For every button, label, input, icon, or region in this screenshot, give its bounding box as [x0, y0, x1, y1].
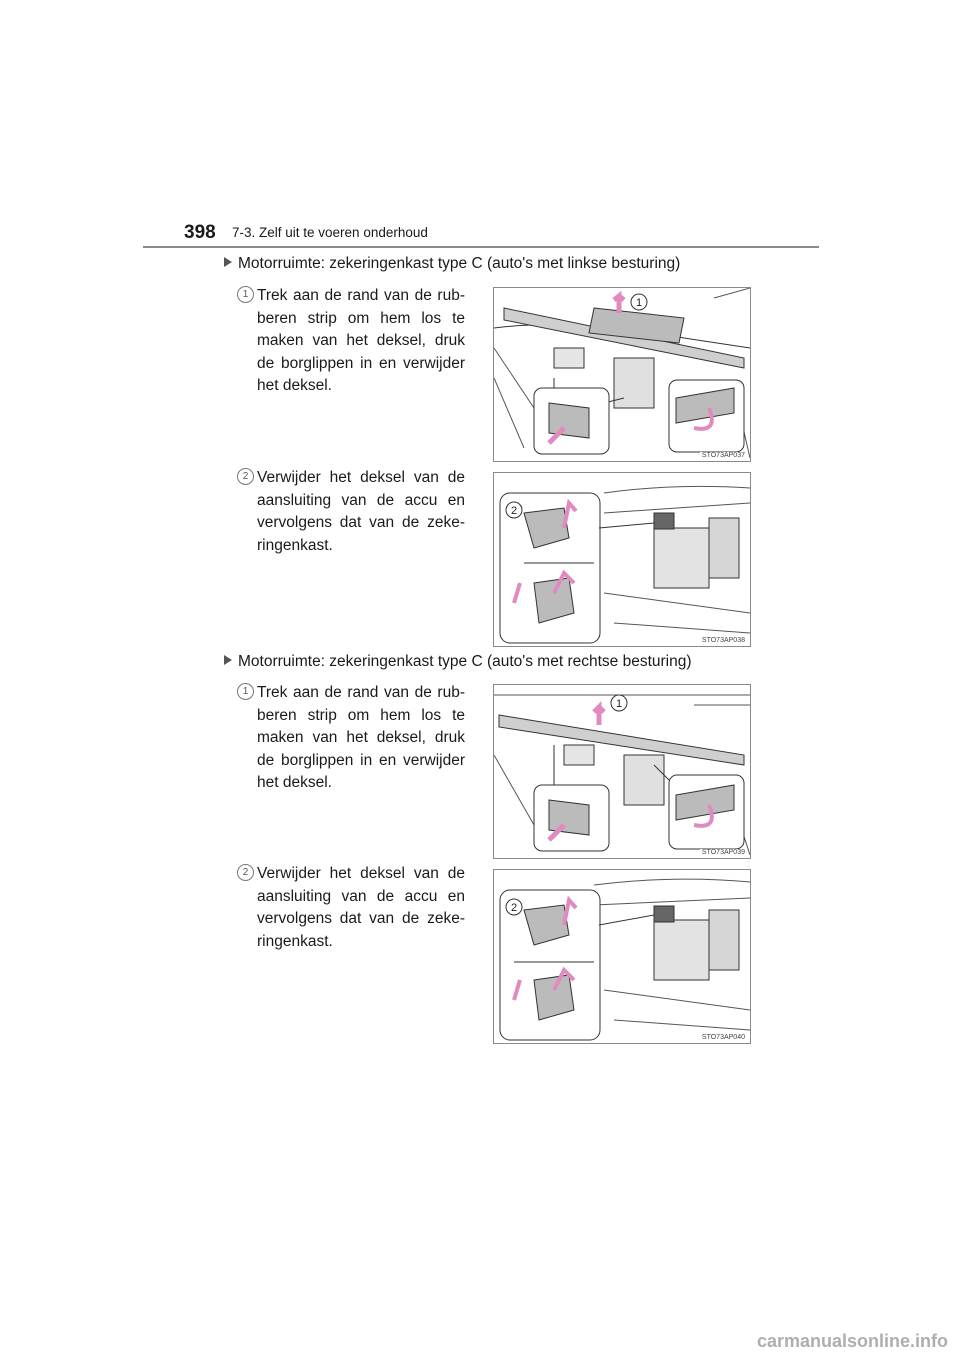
illustration-engine-bay [494, 685, 750, 858]
step-number-icon: 1 [237, 286, 254, 303]
figure-fuse-cover-removal-lhd [493, 287, 751, 462]
step-2-lhd [237, 467, 465, 557]
triangle-bullet-icon [224, 257, 232, 267]
figure-battery-cover-removal-lhd [493, 472, 751, 647]
figure-code: STO73AP039 [701, 849, 745, 856]
step-number-icon: 2 [237, 864, 254, 881]
step-2-rhd [237, 863, 465, 953]
illustration-battery-area [494, 870, 750, 1043]
step-1-rhd [237, 682, 465, 795]
page-number: 398 [184, 222, 216, 243]
figure-callout: 2 [510, 902, 518, 914]
step-instruction: Trek aan de rand van de rub-beren strip om hem los te maken van het deksel, druk de borglippen in en verwijder het deksel. [257, 684, 465, 791]
section-heading-text: Motorruimte: zekeringenkast type C (auto's met rechtse besturing) [238, 653, 692, 670]
figure-fuse-cover-removal-rhd [493, 684, 751, 859]
header-divider [143, 246, 819, 248]
step-number-icon: 2 [237, 468, 254, 485]
figure-code: STO73AP037 [701, 452, 745, 459]
section-heading-rhd [224, 653, 692, 671]
step-instruction: Verwijder het deksel van de aansluiting van de accu en vervolgens dat van de zeke-ringenkast. [257, 469, 465, 554]
step-instruction: Verwijder het deksel van de aansluiting van de accu en vervolgens dat van de zeke-ringenkast. [257, 865, 465, 950]
step-1-lhd [237, 285, 465, 398]
figure-code: STO73AP040 [701, 1034, 745, 1041]
section-heading-lhd [224, 255, 680, 273]
section-title: 7-3. Zelf uit te voeren onderhoud [232, 225, 428, 240]
figure-battery-cover-removal-rhd [493, 869, 751, 1044]
illustration-battery-area [494, 473, 750, 646]
triangle-bullet-icon [224, 655, 232, 665]
step-number-icon: 1 [237, 683, 254, 700]
illustration-engine-bay [494, 288, 750, 461]
section-heading-text: Motorruimte: zekeringenkast type C (auto's met linkse besturing) [238, 255, 681, 272]
step-instruction: Trek aan de rand van de rub-beren strip om hem los te maken van het deksel, druk de borglippen in en verwijder het deksel. [257, 287, 465, 394]
figure-code: STO73AP038 [701, 637, 745, 644]
figure-callout: 1 [635, 297, 643, 309]
watermark: carmanualsonline.info [756, 1331, 948, 1351]
figure-callout: 2 [510, 505, 518, 517]
figure-callout: 1 [615, 698, 623, 710]
